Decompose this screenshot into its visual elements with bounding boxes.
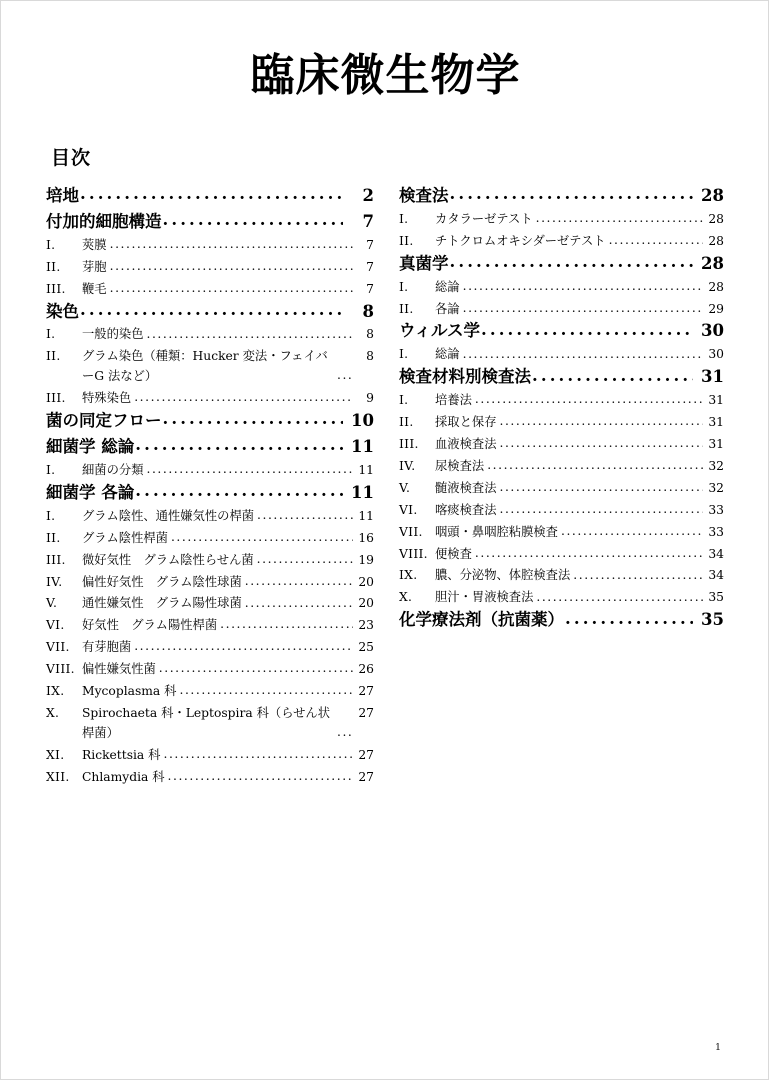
toc-entry-number: VII. [46,640,70,655]
toc-entry-chapter[interactable] [399,365,724,389]
toc-entry-label: 化学療法剤（抗菌薬） [399,610,564,630]
toc-entry-label: 胆汁・胃液検査法 [435,590,534,605]
toc-entry-section[interactable] [46,616,374,636]
toc-leader-dots [163,217,344,234]
toc-entry-section[interactable] [46,236,374,256]
toc-entry-section[interactable] [399,413,724,433]
toc-leader-dots [450,259,694,276]
toc-column-right [386,184,769,634]
toc-entry-page: 20 [358,596,374,611]
toc-entry-page: 31 [708,393,724,408]
toc-leader-dots [500,486,704,498]
toc-entry-number: VI. [46,618,65,633]
toc-entry-page: 35 [708,590,724,605]
toc-leader-dots [573,574,703,586]
toc-group [399,252,724,320]
toc-entry-number: III. [399,437,419,452]
toc-entry-page: 35 [701,610,724,630]
toc-leader-dots [337,375,353,387]
toc-entry-page: 25 [358,640,374,655]
toc-entry-page: 2 [362,186,374,205]
toc-entry-page: 11 [358,462,374,477]
toc-entry-section[interactable] [399,457,724,477]
toc-entry-number: VI. [399,502,418,517]
toc-leader-dots [463,285,703,297]
page-folio: 1 [714,1042,721,1053]
toc-entry-page: 9 [366,391,374,406]
toc-group [46,435,374,481]
toc-leader-dots [134,397,353,409]
toc-entry-label: 便検査 [435,546,472,561]
toc-leader-dots [463,353,703,365]
page-title: 臨床微生物学 [250,50,521,101]
toc-entry-page: 19 [358,552,374,567]
toc-entry-number: II. [399,301,414,316]
toc-entry-page: 30 [701,321,724,341]
toc-leader-dots [110,287,353,299]
toc-entry-number: I. [399,211,409,226]
toc-entry-page: 28 [701,253,724,273]
toc-entry-number: II. [46,259,61,274]
toc-entry-chapter[interactable] [46,210,374,234]
toc-entry-number: III. [46,281,66,296]
toc-entry-page: 27 [358,705,374,720]
toc-entry-label: 微好気性 グラム陰性らせん菌 [82,552,254,567]
toc-entry-label: 偏性嫌気性菌 [82,662,156,677]
toc-entry-label: 有芽胞菌 [82,640,132,655]
toc-entry-section[interactable] [46,389,374,409]
toc-entry-number: III. [46,552,66,567]
toc-entry-number: I. [399,279,409,294]
toc-entry-number: III. [46,391,66,406]
toc-group [399,365,724,608]
toc-entry-page: 11 [351,437,374,457]
toc-entry-page: 32 [708,480,724,495]
toc-entry-number: IX. [399,568,418,583]
toc-entry-section[interactable] [399,479,724,499]
toc-entry-chapter[interactable] [399,319,724,343]
toc-entry-page: 7 [366,281,374,296]
toc-group [399,319,724,365]
toc-leader-dots [536,218,703,230]
toc-entry-section[interactable] [46,704,374,744]
toc-entry-page: 7 [366,237,374,252]
toc-entry-chapter[interactable] [46,184,374,208]
toc-leader-dots [171,536,353,548]
toc-entry-chapter[interactable] [46,300,374,324]
toc-entry-label: グラム陰性桿菌 [82,530,168,545]
toc-leader-dots [135,488,343,505]
toc-entry-label: 血液検査法 [435,437,497,452]
toc-entry-page: 32 [708,458,724,473]
toc-group [46,409,374,433]
toc-leader-dots [337,731,353,743]
toc-entry-section[interactable] [399,345,724,365]
toc-entry-chapter[interactable] [399,252,724,276]
toc-group [46,184,374,208]
toc-leader-dots [220,624,353,636]
toc-leader-dots [159,668,353,680]
toc-entry-page: 31 [708,415,724,430]
toc-entry-label: 染色 [46,301,79,321]
toc-entry-label: Rickettsia 科 [82,747,161,762]
toc-entry-section[interactable] [46,573,374,593]
toc-leader-dots [80,307,343,324]
toc-entry-page: 11 [351,482,374,502]
toc-leader-dots [500,508,704,520]
toc-entry-page: 27 [358,769,374,784]
toc-entry-number: IV. [46,574,63,589]
toc-leader-dots [147,469,354,481]
toc-entry-label: 培養法 [435,393,472,408]
toc-entry-label: ウィルス学 [399,321,481,341]
toc-entry-section[interactable] [46,507,374,527]
toc-leader-dots [147,333,354,345]
toc-group [46,210,374,300]
toc-entry-label: 一般的染色 [82,327,144,342]
toc-entry-section[interactable] [399,232,724,252]
toc-leader-dots [257,514,353,526]
toc-entry-section[interactable] [46,529,374,549]
toc-column-left [1,184,386,788]
toc-entry-label: 培地 [46,186,79,205]
toc-leader-dots [110,243,353,255]
toc-entry-page: 33 [708,524,724,539]
toc-entry-label: 菌の同定フロー [46,411,162,431]
toc-entry-label: 真菌学 [399,253,449,273]
toc-entry-page: 33 [708,502,724,517]
toc-entry-page: 8 [362,301,374,321]
toc-entry-section[interactable] [399,588,724,608]
toc-entry-chapter[interactable] [399,184,724,208]
toc-entry-page: 10 [351,411,374,431]
toc-leader-dots [500,421,704,433]
toc-entry-number: XI. [46,747,65,762]
toc-entry-label: 膿、分泌物、体腔検査法 [435,568,571,583]
toc-entry-label: 総論 [435,347,460,362]
toc-entry-page: 34 [708,568,724,583]
toc-entry-label: 総論 [435,279,460,294]
toc-leader-dots [565,616,693,633]
toc-entry-section[interactable] [46,347,374,387]
toc-leader-dots [168,775,353,787]
toc-entry-label: Spirochaeta 科・Leptospira 科（らせん状桿菌） [82,705,331,740]
toc-leader-dots [481,327,693,344]
toc-entry-label: 莢膜 [82,237,107,252]
toc-entry-number: I. [46,237,56,252]
toc-entry-section[interactable] [46,768,374,788]
toc-entry-label: 細菌の分類 [82,462,144,477]
toc-group [46,300,374,410]
toc-group [46,481,374,788]
toc-entry-label: 通性嫌気性 グラム陽性球菌 [82,596,242,611]
toc-entry-number: VII. [399,524,423,539]
toc-entry-section[interactable] [399,300,724,320]
toc-leader-dots [536,596,703,608]
toc-entry-section[interactable] [46,682,374,702]
toc-entry-section[interactable] [46,660,374,680]
toc-entry-page: 27 [358,684,374,699]
toc-entry-label: グラム陰性、通性嫌気性の桿菌 [82,508,255,523]
toc-entry-number: X. [46,705,60,720]
toc-entry-label: 細菌学 各論 [46,482,135,502]
toc-entry-section[interactable] [46,551,374,571]
toc-entry-number: I. [46,462,56,477]
toc-leader-dots [245,580,353,592]
toc-entry-number: I. [399,347,409,362]
toc-leader-dots [245,602,353,614]
toc-columns [1,184,769,788]
toc-leader-dots [475,552,703,564]
toc-leader-dots [500,443,704,455]
toc-entry-label: Mycoplasma 科 [82,684,177,699]
toc-entry-number: XII. [46,769,70,784]
toc-leader-dots [463,307,703,319]
toc-entry-section[interactable] [46,461,374,481]
toc-entry-label: 各論 [435,301,460,316]
toc-entry-section[interactable] [399,210,724,230]
toc-leader-dots [134,646,353,658]
toc-entry-page: 28 [708,279,724,294]
toc-entry-label: 検査材料別検査法 [399,367,531,387]
toc-entry-page: 29 [708,301,724,316]
toc-entry-label: Chlamydia 科 [82,769,165,784]
toc-leader-dots [609,239,703,251]
toc-entry-label: 鞭毛 [82,281,107,296]
toc-entry-number: II. [46,530,61,545]
toc-leader-dots [163,417,344,434]
toc-entry-chapter[interactable] [46,435,374,459]
toc-entry-label: 髄液検査法 [435,480,497,495]
toc-entry-page: 28 [708,211,724,226]
toc-entry-label: 咽頭・鼻咽腔粘膜検査 [435,524,558,539]
toc-entry-section[interactable] [399,278,724,298]
toc-leader-dots [450,191,694,208]
toc-entry-page: 16 [358,530,374,545]
toc-entry-label: 喀痰検査法 [435,502,497,517]
toc-entry-number: VIII. [399,546,428,561]
toc-leader-dots [561,530,703,542]
toc-entry-page: 11 [358,508,374,523]
toc-entry-page: 34 [708,546,724,561]
toc-entry-label: 細菌学 総論 [46,437,135,457]
toc-entry-label: 好気性 グラム陽性桿菌 [82,618,218,633]
toc-entry-section[interactable] [46,325,374,345]
toc-entry-number: I. [399,393,409,408]
toc-leader-dots [110,265,353,277]
toc-entry-page: 7 [366,259,374,274]
toc-entry-label: 検査法 [399,186,449,205]
toc-entry-section[interactable] [46,280,374,300]
toc-entry-number: IV. [399,458,416,473]
toc-entry-label: 付加的細胞構造 [46,211,162,231]
toc-entry-label: 尿検査法 [435,458,485,473]
toc-entry-number: X. [399,590,413,605]
toc-entry-page: 31 [701,367,724,387]
toc-leader-dots [80,191,343,208]
toc-entry-label: カタラーゼテスト [435,211,533,226]
toc-entry-number: II. [399,233,414,248]
toc-group [399,184,724,252]
toc-entry-label: 芽胞 [82,259,107,274]
toc-heading: 目次 [51,147,92,169]
toc-entry-section[interactable] [399,391,724,411]
toc-leader-dots [487,465,703,477]
toc-entry-page: 31 [708,437,724,452]
toc-entry-section[interactable] [46,594,374,614]
toc-entry-label: グラム染色（種類：Hucker 変法・フェイバーG 法など） [82,349,328,384]
toc-entry-page: 28 [708,233,724,248]
toc-leader-dots [179,690,353,702]
toc-entry-label: 偏性好気性 グラム陰性球菌 [82,574,242,589]
toc-entry-section[interactable] [399,566,724,586]
toc-entry-chapter[interactable] [46,481,374,505]
toc-entry-number: I. [46,327,56,342]
toc-entry-label: 特殊染色 [82,391,132,406]
toc-leader-dots [532,373,693,390]
toc-entry-page: 20 [358,574,374,589]
toc-entry-page: 8 [366,349,374,364]
toc-entry-section[interactable] [399,545,724,565]
toc-entry-page: 7 [362,211,374,231]
toc-entry-section[interactable] [399,435,724,455]
toc-entry-page: 30 [708,347,724,362]
toc-entry-section[interactable] [46,746,374,766]
toc-entry-chapter[interactable] [46,409,374,433]
toc-entry-section[interactable] [399,523,724,543]
toc-entry-number: I. [46,508,56,523]
toc-entry-page: 23 [358,618,374,633]
toc-entry-number: VIII. [46,662,75,677]
toc-entry-number: V. [399,480,411,495]
toc-entry-number: V. [46,596,58,611]
toc-leader-dots [257,558,353,570]
toc-leader-dots [135,442,343,459]
toc-entry-section[interactable] [46,258,374,278]
toc-entry-page: 28 [701,186,724,205]
toc-group [399,608,724,632]
toc-leader-dots [163,753,353,765]
toc-entry-section[interactable] [46,638,374,658]
toc-entry-page: 27 [358,747,374,762]
toc-entry-label: 採取と保存 [435,415,497,430]
toc-entry-page: 8 [366,327,374,342]
toc-entry-number: II. [399,415,414,430]
toc-entry-number: IX. [46,684,65,699]
toc-entry-label: チトクロムオキシダーゼテスト [435,233,606,248]
toc-entry-page: 26 [358,662,374,677]
toc-entry-chapter[interactable] [399,608,724,632]
toc-leader-dots [475,399,703,411]
toc-entry-section[interactable] [399,501,724,521]
toc-entry-number: II. [46,349,61,364]
